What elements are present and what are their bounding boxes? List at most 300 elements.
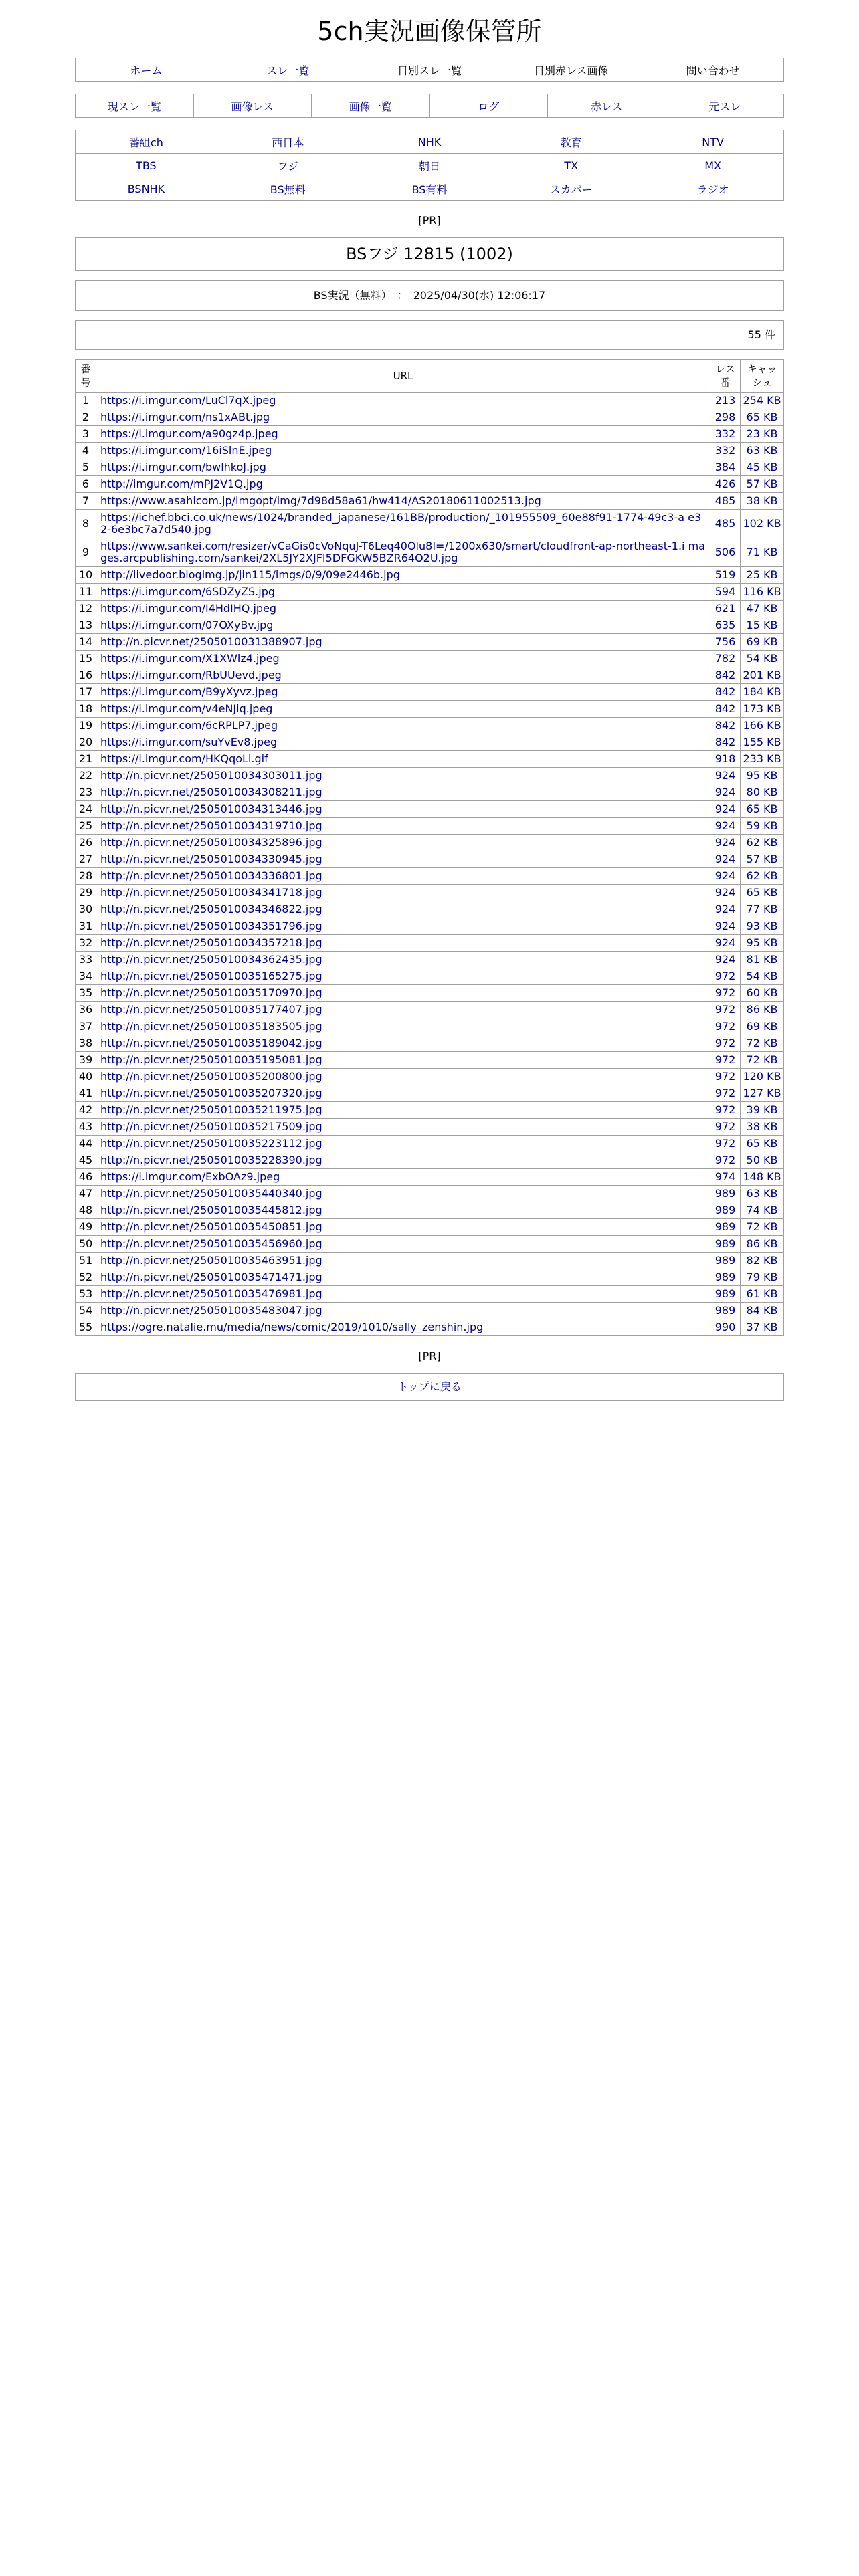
- cache-size-label: 254 KB: [743, 394, 781, 407]
- cache-size-link[interactable]: [741, 510, 784, 538]
- row-number: 32: [76, 935, 96, 952]
- res-number-link[interactable]: 298: [710, 409, 741, 426]
- back-to-top-button[interactable]: [75, 1373, 784, 1401]
- channel-link[interactable]: スカパー: [549, 183, 593, 196]
- image-url-link[interactable]: http://n.picvr.net/2505010035483047.jpg: [100, 1304, 322, 1317]
- cache-size-link[interactable]: [741, 1253, 784, 1269]
- cache-size-link[interactable]: [741, 1269, 784, 1286]
- cache-size-label: 233 KB: [743, 752, 781, 765]
- image-url-link[interactable]: http://n.picvr.net/2505010034319710.jpg: [100, 819, 322, 832]
- cache-size-link[interactable]: [741, 443, 784, 459]
- row-url-cell: [96, 1052, 710, 1069]
- row-url-cell: [96, 510, 710, 538]
- cache-size-link[interactable]: [741, 985, 784, 1002]
- table-row: [76, 1253, 784, 1269]
- channel-link[interactable]: NTV: [702, 135, 724, 148]
- row-url-cell: [96, 617, 710, 634]
- res-number-link[interactable]: 989: [710, 1253, 741, 1269]
- row-url-cell: [96, 459, 710, 476]
- res-number-link[interactable]: 842: [710, 684, 741, 701]
- res-number-link[interactable]: 972: [710, 1052, 741, 1069]
- table-row: [76, 701, 784, 718]
- cache-size-link[interactable]: [741, 459, 784, 476]
- res-number-link[interactable]: 972: [710, 968, 741, 985]
- image-url-link[interactable]: http://n.picvr.net/2505010035228390.jpg: [100, 1154, 322, 1166]
- row-number: 45: [76, 1152, 96, 1169]
- image-url-link[interactable]: http://n.picvr.net/2505010035170970.jpg: [100, 986, 322, 999]
- image-url-link[interactable]: https://i.imgur.com/a90gz4p.jpeg: [100, 427, 278, 440]
- cache-size-label: 50 KB: [746, 1154, 778, 1166]
- table-row: [76, 617, 784, 634]
- image-url-link[interactable]: http://n.picvr.net/2505010035189042.jpg: [100, 1037, 322, 1049]
- channel-link[interactable]: NHK: [417, 135, 442, 148]
- res-number-link[interactable]: 485: [710, 493, 741, 510]
- nav-main-item[interactable]: [217, 58, 359, 82]
- res-number-link[interactable]: 924: [710, 818, 741, 835]
- image-url-link[interactable]: http://n.picvr.net/2505010035476981.jpg: [100, 1287, 322, 1300]
- res-number-link[interactable]: 989: [710, 1202, 741, 1219]
- row-number: 53: [76, 1286, 96, 1303]
- cache-size-link[interactable]: [741, 1219, 784, 1236]
- row-url-cell: [96, 751, 710, 768]
- cache-size-link[interactable]: [741, 493, 784, 510]
- image-url-link[interactable]: http://n.picvr.net/2505010034351796.jpg: [100, 920, 322, 932]
- image-url-link[interactable]: https://i.imgur.com/6cRPLP7.jpeg: [100, 719, 278, 732]
- table-row: [76, 1002, 784, 1018]
- cache-size-link[interactable]: [741, 1186, 784, 1202]
- table-row: [76, 567, 784, 584]
- image-url-link[interactable]: http://n.picvr.net/2505010034303011.jpg: [100, 769, 322, 782]
- image-url-link[interactable]: https://i.imgur.com/16iSlnE.jpeg: [100, 444, 272, 457]
- cache-size-link[interactable]: [741, 567, 784, 584]
- cache-size-label: 65 KB: [746, 886, 778, 899]
- row-url-cell: [96, 667, 710, 684]
- cache-size-link[interactable]: [741, 634, 784, 651]
- image-url-link[interactable]: http://n.picvr.net/2505010034346822.jpg: [100, 903, 322, 916]
- cache-size-link[interactable]: [741, 701, 784, 718]
- image-url-link[interactable]: http://n.picvr.net/2505010034330945.jpg: [100, 853, 322, 865]
- row-url-cell: [96, 784, 710, 801]
- res-number-link[interactable]: 426: [710, 476, 741, 493]
- cache-size-link[interactable]: [741, 968, 784, 985]
- channel-item[interactable]: [642, 154, 784, 177]
- cache-size-label: 86 KB: [746, 1003, 778, 1016]
- image-url-link[interactable]: http://n.picvr.net/2505010034362435.jpg: [100, 953, 322, 966]
- res-number-link[interactable]: 924: [710, 885, 741, 901]
- table-row: [76, 1202, 784, 1219]
- channel-item[interactable]: [76, 130, 217, 154]
- cache-size-link[interactable]: [741, 651, 784, 667]
- image-url-link[interactable]: https://ichef.bbci.co.uk/news/1024/branded_japanese/161BB/production/_101955509_60e88f91-1774-49c3-a e32-6e3bc7a7d540.jpg: [100, 511, 702, 536]
- row-number: 13: [76, 617, 96, 634]
- res-number-link[interactable]: 924: [710, 868, 741, 885]
- image-url-link[interactable]: https://i.imgur.com/6SDZyZS.jpg: [100, 585, 276, 598]
- res-number-link[interactable]: 332: [710, 443, 741, 459]
- table-row: [76, 768, 784, 784]
- channel-item[interactable]: [500, 177, 642, 201]
- table-row: [76, 985, 784, 1002]
- cache-size-link[interactable]: [741, 801, 784, 818]
- row-number: 48: [76, 1202, 96, 1219]
- res-number-link[interactable]: 924: [710, 935, 741, 952]
- cache-size-link[interactable]: [741, 935, 784, 952]
- res-number-link[interactable]: 384: [710, 459, 741, 476]
- row-number: 35: [76, 985, 96, 1002]
- res-number-link[interactable]: 842: [710, 718, 741, 734]
- channel-link[interactable]: MX: [704, 158, 721, 172]
- image-url-link[interactable]: https://i.imgur.com/ExbOAz9.jpeg: [100, 1170, 280, 1183]
- res-number-link[interactable]: 972: [710, 1136, 741, 1152]
- channel-link[interactable]: フジ: [277, 159, 298, 173]
- channel-item[interactable]: [217, 130, 359, 154]
- nav-sub-link[interactable]: 画像レス: [231, 100, 274, 113]
- image-url-link[interactable]: http://n.picvr.net/2505010035445812.jpg: [100, 1204, 322, 1216]
- table-row: [76, 1152, 784, 1169]
- image-url-link[interactable]: http://livedoor.blogimg.jp/jin115/imgs/0/9/09e2446b.jpg: [100, 568, 400, 581]
- cache-size-link[interactable]: [741, 1286, 784, 1303]
- row-number: 3: [76, 426, 96, 443]
- cache-size-link[interactable]: [741, 1119, 784, 1136]
- row-number: 30: [76, 901, 96, 918]
- image-url-link[interactable]: http://n.picvr.net/2505010035450851.jpg: [100, 1220, 322, 1233]
- cache-size-label: 79 KB: [746, 1271, 778, 1283]
- image-url-link[interactable]: http://n.picvr.net/2505010034341718.jpg: [100, 886, 322, 899]
- image-url-link[interactable]: https://ogre.natalie.mu/media/news/comic/2019/1010/sally_zenshin.jpg: [100, 1321, 484, 1333]
- cache-size-link[interactable]: [741, 667, 784, 684]
- channel-item[interactable]: [642, 130, 784, 154]
- image-url-link[interactable]: https://i.imgur.com/I4HdIHQ.jpeg: [100, 602, 277, 615]
- channel-item[interactable]: [217, 154, 359, 177]
- row-number: 25: [76, 818, 96, 835]
- table-row: [76, 1119, 784, 1136]
- channel-link[interactable]: TX: [564, 158, 579, 172]
- channel-link[interactable]: BSNHK: [127, 182, 165, 195]
- res-number-link[interactable]: 989: [710, 1219, 741, 1236]
- res-number-link[interactable]: 924: [710, 768, 741, 784]
- table-row: [76, 801, 784, 818]
- res-number-link[interactable]: 924: [710, 918, 741, 935]
- cache-size-label: 54 KB: [746, 652, 778, 665]
- cache-size-label: 39 KB: [746, 1103, 778, 1116]
- nav-main-link[interactable]: スレ一覧: [266, 64, 310, 77]
- cache-size-link[interactable]: [741, 601, 784, 617]
- cache-size-label: 184 KB: [743, 685, 781, 698]
- image-url-link[interactable]: http://n.picvr.net/2505010035211975.jpg: [100, 1103, 322, 1116]
- row-url-cell: [96, 1035, 710, 1052]
- cache-size-link[interactable]: [741, 1169, 784, 1186]
- res-number-link[interactable]: 635: [710, 617, 741, 634]
- res-number-link[interactable]: 989: [710, 1286, 741, 1303]
- cache-size-label: 72 KB: [746, 1037, 778, 1049]
- row-number: 47: [76, 1186, 96, 1202]
- cache-size-label: 37 KB: [746, 1321, 778, 1333]
- res-number-link[interactable]: 924: [710, 784, 741, 801]
- cache-size-link[interactable]: [741, 868, 784, 885]
- res-number-link[interactable]: 990: [710, 1319, 741, 1336]
- cache-size-label: 57 KB: [746, 477, 778, 490]
- nav-sub-item[interactable]: [666, 94, 784, 118]
- back-to-top-link[interactable]: トップに戻る: [397, 1380, 462, 1393]
- image-url-link[interactable]: http://n.picvr.net/2505010035195081.jpg: [100, 1053, 322, 1066]
- channel-item[interactable]: [500, 130, 642, 154]
- channel-item[interactable]: [359, 130, 500, 154]
- image-url-link[interactable]: https://i.imgur.com/ns1xABt.jpg: [100, 411, 270, 423]
- cache-size-link[interactable]: [741, 684, 784, 701]
- cache-size-link[interactable]: [741, 584, 784, 601]
- cache-size-link[interactable]: [741, 851, 784, 868]
- channel-item[interactable]: [217, 177, 359, 201]
- image-url-link[interactable]: http://n.picvr.net/2505010034313446.jpg: [100, 802, 322, 815]
- table-row: [76, 1303, 784, 1319]
- res-number-link[interactable]: 918: [710, 751, 741, 768]
- cache-size-link[interactable]: [741, 426, 784, 443]
- row-url-cell: [96, 835, 710, 851]
- cache-size-link[interactable]: [741, 393, 784, 409]
- image-url-link[interactable]: https://i.imgur.com/07OXyBv.jpg: [100, 619, 274, 631]
- channel-link[interactable]: 教育: [560, 136, 582, 149]
- cache-size-link[interactable]: [741, 1018, 784, 1035]
- res-number-link[interactable]: 974: [710, 1169, 741, 1186]
- image-url-link[interactable]: http://n.picvr.net/2505010035200800.jpg: [100, 1070, 322, 1083]
- cache-size-link[interactable]: [741, 1052, 784, 1069]
- main-nav: [75, 58, 784, 82]
- res-number-link[interactable]: 972: [710, 1035, 741, 1052]
- cache-size-label: 95 KB: [746, 769, 778, 782]
- res-number-link[interactable]: 989: [710, 1236, 741, 1253]
- row-number: 10: [76, 567, 96, 584]
- nav-main-item[interactable]: 日別赤レス画像: [500, 58, 642, 82]
- nav-main-item[interactable]: 問い合わせ: [642, 58, 784, 82]
- cache-size-link[interactable]: [741, 918, 784, 935]
- res-number-link[interactable]: 594: [710, 584, 741, 601]
- cache-size-link[interactable]: [741, 1303, 784, 1319]
- table-row: [76, 1236, 784, 1253]
- res-number-link[interactable]: 756: [710, 634, 741, 651]
- image-url-link[interactable]: http://n.picvr.net/2505010034336801.jpg: [100, 869, 322, 882]
- cache-size-link[interactable]: [741, 1102, 784, 1119]
- row-number: 33: [76, 952, 96, 968]
- row-number: 50: [76, 1236, 96, 1253]
- cache-size-label: 166 KB: [743, 719, 781, 732]
- cache-size-link[interactable]: [741, 538, 784, 567]
- image-url-link[interactable]: http://n.picvr.net/2505010035217509.jpg: [100, 1120, 322, 1133]
- channel-item[interactable]: [76, 177, 217, 201]
- cache-size-link[interactable]: [741, 734, 784, 751]
- res-number-link[interactable]: 972: [710, 985, 741, 1002]
- image-url-link[interactable]: https://www.sankei.com/resizer/vCaGis0cVoNquJ-T6Leq40Olu8I=/1200x630/smart/cloudfront-ap-northeast-1.i mages.arcpublishing.com/sankei/2XL5JY2XJFI5DFGKW5BZR64O2U.jpg: [100, 540, 705, 564]
- nav-main-item[interactable]: 日別スレ一覧: [359, 58, 500, 82]
- cache-size-link[interactable]: [741, 1136, 784, 1152]
- row-number: 39: [76, 1052, 96, 1069]
- row-url-cell: [96, 968, 710, 985]
- nav-sub-link[interactable]: ログ: [478, 100, 500, 113]
- image-url-link[interactable]: https://www.asahicom.jp/imgopt/img/7d98d58a61/hw414/AS20180611002513.jpg: [100, 494, 541, 507]
- table-row: [76, 818, 784, 835]
- nav-main-item[interactable]: [76, 58, 217, 82]
- cache-size-link[interactable]: [741, 409, 784, 426]
- row-number: 28: [76, 868, 96, 885]
- res-number-link[interactable]: 213: [710, 393, 741, 409]
- res-number-link[interactable]: 924: [710, 952, 741, 968]
- image-url-link[interactable]: http://n.picvr.net/2505010035456960.jpg: [100, 1237, 322, 1250]
- cache-size-label: 95 KB: [746, 936, 778, 949]
- channel-link[interactable]: BS有料: [411, 183, 448, 196]
- nav-sub-item[interactable]: [312, 94, 430, 118]
- cache-size-link[interactable]: [741, 1002, 784, 1018]
- res-number-link[interactable]: 519: [710, 567, 741, 584]
- cache-size-label: 63 KB: [746, 444, 778, 457]
- cache-size-label: 47 KB: [746, 602, 778, 615]
- channel-item[interactable]: [359, 177, 500, 201]
- cache-size-link[interactable]: [741, 1236, 784, 1253]
- cache-size-link[interactable]: [741, 1085, 784, 1102]
- res-number-link[interactable]: 621: [710, 601, 741, 617]
- image-url-link[interactable]: https://i.imgur.com/HKQqoLl.gif: [100, 752, 268, 765]
- image-url-link[interactable]: http://n.picvr.net/2505010035165275.jpg: [100, 970, 322, 982]
- image-url-link[interactable]: https://i.imgur.com/v4eNJiq.jpeg: [100, 702, 273, 715]
- row-number: 6: [76, 476, 96, 493]
- cache-size-link[interactable]: [741, 718, 784, 734]
- res-number-link[interactable]: 842: [710, 667, 741, 684]
- cache-size-link[interactable]: [741, 476, 784, 493]
- cache-size-link[interactable]: [741, 617, 784, 634]
- cache-size-link[interactable]: [741, 901, 784, 918]
- res-number-link[interactable]: 989: [710, 1269, 741, 1286]
- res-number-link[interactable]: 924: [710, 801, 741, 818]
- res-number-link[interactable]: 924: [710, 851, 741, 868]
- res-number-link[interactable]: 972: [710, 1085, 741, 1102]
- image-url-link[interactable]: http://n.picvr.net/2505010035223112.jpg: [100, 1137, 322, 1150]
- cache-size-link[interactable]: [741, 952, 784, 968]
- table-row: [76, 493, 784, 510]
- res-number-link[interactable]: 842: [710, 734, 741, 751]
- nav-sub-link[interactable]: 画像一覧: [349, 100, 392, 113]
- image-url-link[interactable]: http://n.picvr.net/2505010035463951.jpg: [100, 1254, 322, 1267]
- row-number: 34: [76, 968, 96, 985]
- nav-sub-link[interactable]: 赤レス: [590, 100, 623, 113]
- res-number-link[interactable]: 842: [710, 701, 741, 718]
- cache-size-label: 173 KB: [743, 702, 781, 715]
- image-url-link[interactable]: https://i.imgur.com/RbUUevd.jpeg: [100, 669, 282, 681]
- row-url-cell: [96, 885, 710, 901]
- res-number-link[interactable]: 972: [710, 1102, 741, 1119]
- image-url-link[interactable]: http://n.picvr.net/2505010035471471.jpg: [100, 1271, 322, 1283]
- res-number-link[interactable]: 924: [710, 835, 741, 851]
- row-url-cell: [96, 1202, 710, 1219]
- row-number: 55: [76, 1319, 96, 1336]
- cache-size-link[interactable]: [741, 885, 784, 901]
- image-url-link[interactable]: https://i.imgur.com/bwlhkoJ.jpg: [100, 461, 266, 473]
- res-number-link[interactable]: 332: [710, 426, 741, 443]
- channel-link[interactable]: 西日本: [272, 136, 304, 149]
- cache-size-link[interactable]: [741, 1319, 784, 1336]
- cache-size-link[interactable]: [741, 1152, 784, 1169]
- channel-link[interactable]: 朝日: [418, 159, 440, 173]
- row-url-cell: [96, 1269, 710, 1286]
- nav-sub-item[interactable]: [76, 94, 194, 118]
- cache-size-link[interactable]: [741, 1202, 784, 1219]
- cache-size-label: 54 KB: [746, 970, 778, 982]
- channel-link[interactable]: BS無料: [270, 183, 306, 196]
- res-number-link[interactable]: 972: [710, 1069, 741, 1085]
- image-url-link[interactable]: https://i.imgur.com/X1XWlz4.jpeg: [100, 652, 280, 665]
- res-number-link[interactable]: 485: [710, 510, 741, 538]
- row-number: 8: [76, 510, 96, 538]
- row-url-cell: [96, 985, 710, 1002]
- table-row: [76, 1286, 784, 1303]
- res-number-link[interactable]: 972: [710, 1152, 741, 1169]
- nav-sub-link[interactable]: 元スレ: [708, 100, 741, 113]
- cache-size-label: 148 KB: [743, 1170, 781, 1183]
- image-url-link[interactable]: http://n.picvr.net/2505010031388907.jpg: [100, 635, 322, 648]
- res-number-link[interactable]: 989: [710, 1186, 741, 1202]
- cache-size-link[interactable]: [741, 818, 784, 835]
- nav-main-link[interactable]: ホーム: [130, 64, 163, 77]
- table-row: [76, 918, 784, 935]
- cache-size-link[interactable]: [741, 1069, 784, 1085]
- cache-size-label: 62 KB: [746, 836, 778, 849]
- header-res: レス番: [710, 360, 741, 393]
- res-number-link[interactable]: 924: [710, 901, 741, 918]
- image-url-link[interactable]: http://n.picvr.net/2505010035177407.jpg: [100, 1003, 322, 1016]
- cache-size-link[interactable]: [741, 835, 784, 851]
- image-url-link[interactable]: https://i.imgur.com/LuCl7qX.jpeg: [100, 394, 276, 407]
- nav-sub-link[interactable]: 現スレ一覧: [107, 100, 161, 113]
- res-number-link[interactable]: 989: [710, 1303, 741, 1319]
- image-url-link[interactable]: http://n.picvr.net/2505010034308211.jpg: [100, 786, 322, 798]
- res-number-link[interactable]: 506: [710, 538, 741, 567]
- cache-size-link[interactable]: [741, 784, 784, 801]
- image-url-link[interactable]: http://n.picvr.net/2505010034325896.jpg: [100, 836, 322, 849]
- image-url-link[interactable]: http://n.picvr.net/2505010035207320.jpg: [100, 1087, 322, 1099]
- image-url-link[interactable]: http://n.picvr.net/2505010034357218.jpg: [100, 936, 322, 949]
- channel-item[interactable]: [359, 154, 500, 177]
- channel-link[interactable]: 番組ch: [128, 136, 163, 149]
- row-url-cell: [96, 1186, 710, 1202]
- cache-size-link[interactable]: [741, 1035, 784, 1052]
- res-number-link[interactable]: 972: [710, 1002, 741, 1018]
- channel-item[interactable]: [642, 177, 784, 201]
- res-number-link[interactable]: 972: [710, 1018, 741, 1035]
- table-row: [76, 1136, 784, 1152]
- row-number: 15: [76, 651, 96, 667]
- cache-size-label: 80 KB: [746, 786, 778, 798]
- nav-sub-item[interactable]: [548, 94, 666, 118]
- channel-link[interactable]: TBS: [136, 158, 157, 172]
- cache-size-label: 116 KB: [743, 585, 781, 598]
- res-number-link[interactable]: 782: [710, 651, 741, 667]
- channel-item[interactable]: [500, 154, 642, 177]
- image-url-link[interactable]: https://i.imgur.com/suYvEv8.jpeg: [100, 736, 278, 748]
- cache-size-link[interactable]: [741, 768, 784, 784]
- table-row: [76, 443, 784, 459]
- nav-sub-item[interactable]: [193, 94, 312, 118]
- cache-size-label: 63 KB: [746, 1187, 778, 1200]
- res-number-link[interactable]: 972: [710, 1119, 741, 1136]
- cache-size-link[interactable]: [741, 751, 784, 768]
- image-url-link[interactable]: http://n.picvr.net/2505010035440340.jpg: [100, 1187, 322, 1200]
- nav-sub-item[interactable]: [430, 94, 548, 118]
- table-row: [76, 1069, 784, 1085]
- cache-size-label: 82 KB: [746, 1254, 778, 1267]
- channel-link[interactable]: ラジオ: [696, 183, 729, 196]
- image-url-link[interactable]: http://n.picvr.net/2505010035183505.jpg: [100, 1020, 322, 1033]
- table-row: [76, 684, 784, 701]
- channel-item[interactable]: [76, 154, 217, 177]
- cache-size-label: 69 KB: [746, 1020, 778, 1033]
- image-url-link[interactable]: https://i.imgur.com/B9yXyvz.jpeg: [100, 685, 278, 698]
- image-url-link[interactable]: http://imgur.com/mPJ2V1Q.jpg: [100, 477, 263, 490]
